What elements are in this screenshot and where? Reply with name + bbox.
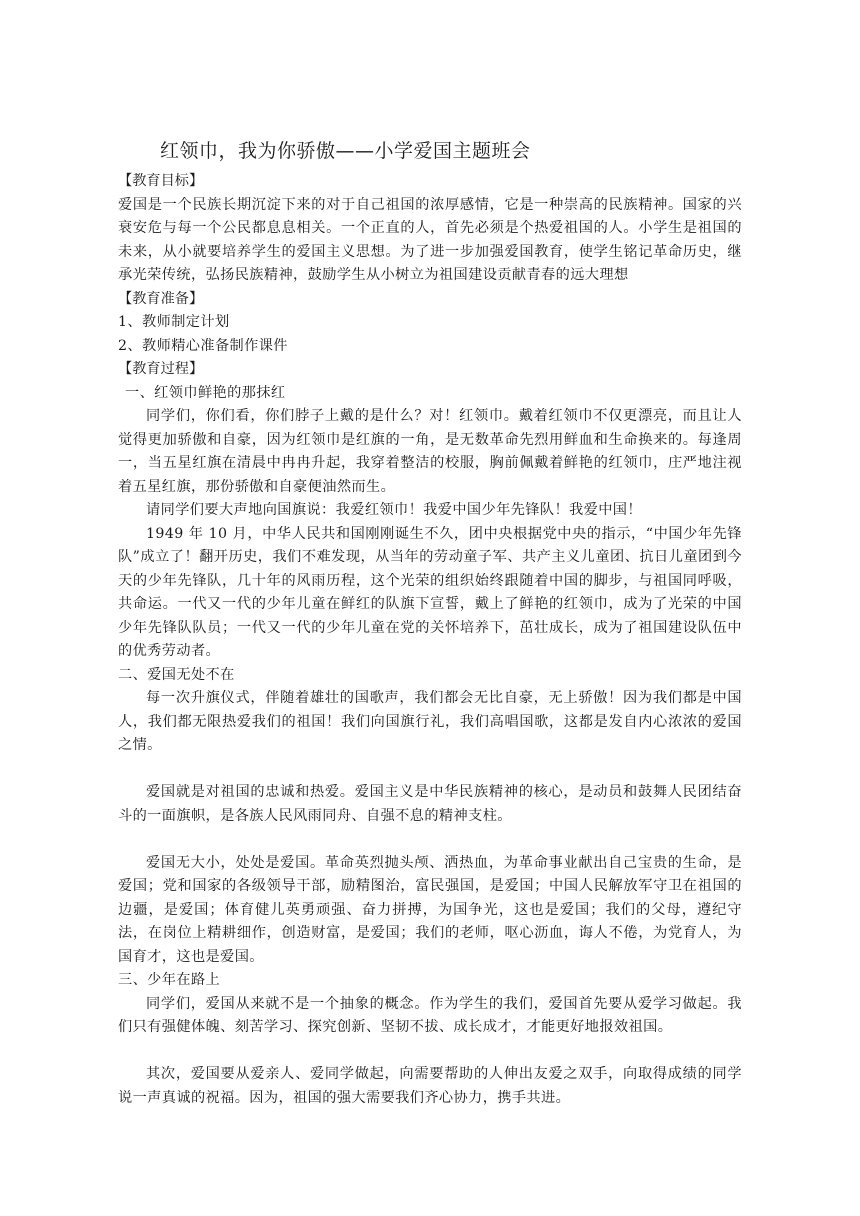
blank-line <box>118 828 742 852</box>
section3-paragraph: 其次，爱国要从爱亲人、爱同学做起，向需要帮助的人伸出友爱之双手，向取得成绩的同学说一声真诚的祝福。因为，祖国的强大需要我们齐心协力，携手共进。 <box>118 1066 742 1106</box>
document-page <box>118 136 742 1110</box>
section2-paragraph: 爱国无大小，处处是爱国。革命英烈抛头颅、洒热血，为革命事业献出自己宝贵的生命，是爱国；党和国家的各级领导干部，励精图治，富民强国，是爱国；中国人民解放军守卫在祖国的边疆，是爱国；体育健儿英勇顽强、奋力拼搏，为国争光，这也是爱国；我们的父母，遵纪守法，在岗位上精耕细作，创造财富，是爱国；我们的老师，呕心沥血，诲人不倦，为党育人，为国育才，这也是爱国。 <box>118 854 742 965</box>
section1-paragraph: 请同学们要大声地向国旗说：我爱红领巾！我爱中国少年先锋队！我爱中国！ <box>146 502 642 518</box>
prep-item: 2、教师精心准备制作课件 <box>118 337 288 354</box>
section1-heading: 一、红领巾鲜艳的那抹红 <box>125 384 286 401</box>
section2-paragraph: 每一次升旗仪式，伴随着雄壮的国歌声，我们都会无比自豪，无上骄傲！因为我们都是中国人，我们都无限热爱我们的祖国！我们向国旗行礼，我们高唱国歌，这都是发自内心浓浓的爱国之情。 <box>118 690 742 753</box>
section2-heading: 二、爱国无处不在 <box>118 666 235 683</box>
blank-line <box>118 758 742 782</box>
section2-paragraph: 爱国就是对祖国的忠诚和热爱。爱国主义是中华民族精神的核心，是动员和鼓舞人民团结奋斗的一面旗帜，是各族人民风雨同舟、自强不息的精神支柱。 <box>118 784 742 824</box>
prep-heading: 【教育准备】 <box>118 290 204 307</box>
prep-item: 1、教师制定计划 <box>118 314 230 330</box>
document-title: 红领巾，我为你骄傲——小学爱国主题班会 <box>160 140 531 162</box>
goal-heading: 【教育目标】 <box>118 173 204 189</box>
goal-text: 爱国是一个民族长期沉淀下来的对于自己祖国的浓厚感情，它是一种崇高的民族精神。国家的兴衰安危与每一个公民都息息相关。一个正直的人，首先必须是个热爱祖国的人。小学生是祖国的未来，从小就要培养学生的爱国主义思想。为了进一步加强爱国教育，使学生铭记革命历史，继承光荣传统，弘扬民族精神，鼓励学生从小树立为祖国建设贡献青春的远大理想 <box>118 196 742 283</box>
section3-heading: 三、少年在路上 <box>118 972 221 988</box>
section1-paragraph: 同学们，你们看，你们脖子上戴的是什么？对！红领巾。戴着红领巾不仅更漂亮，而且让人觉得更加骄傲和自豪，因为红领巾是红旗的一角，是无数革命先烈用鲜血和生命换来的。每逢周一，当五星红旗在清晨中冉冉升起，我穿着整洁的校服，胸前佩戴着鲜艳的红领巾，庄严地注视着五星红旗，那份骄傲和自豪便油然而生。 <box>118 408 742 495</box>
section1-paragraph: 1949 年 10 月，中华人民共和国刚刚诞生不久，团中央根据党中央的指示，“中国少年先锋队”成立了！翻开历史，我们不难发现，从当年的劳动童子军、共产主义儿童团、抗日儿童团到今天的少年先锋队，几十年的风雨历程，这个光荣的组织始终跟随着中国的脚步，与祖国同呼吸，共命运。一代又一代的少年儿童在鲜红的队旗下宣誓，戴上了鲜艳的红领巾，成为了光荣的中国少年先锋队队员；一代又一代的少年儿童在党的关怀培养下，茁壮成长，成为了祖国建设队伍中的优秀劳动者。 <box>118 525 742 659</box>
section3-paragraph: 同学们，爱国从来就不是一个抽象的概念。作为学生的我们，爱国首先要从爱学习做起。我们只有强健体魄、刻苦学习、探究创新、坚韧不拔、成长成才，才能更好地报效祖国。 <box>118 995 742 1035</box>
blank-line <box>118 1040 742 1064</box>
process-heading: 【教育过程】 <box>118 361 204 377</box>
